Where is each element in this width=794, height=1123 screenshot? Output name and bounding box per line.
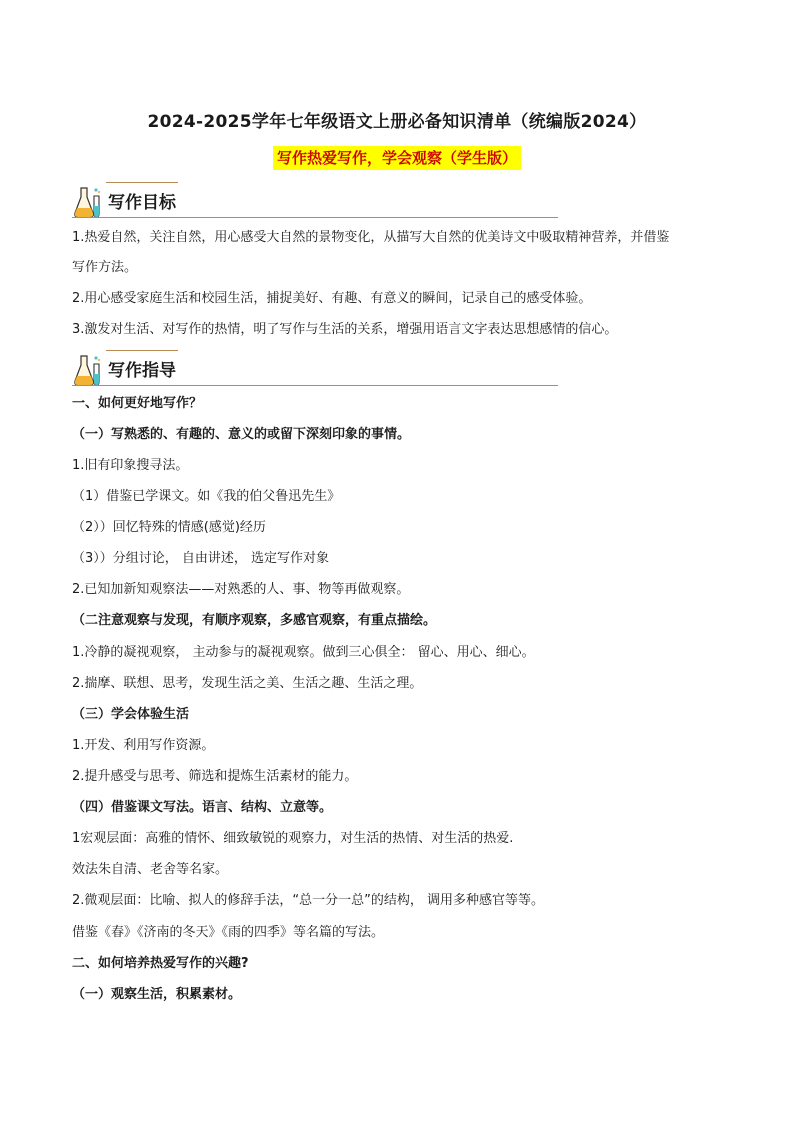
header-top-rule (106, 350, 178, 351)
guide-subheading: （一）观察生活，积累素材。 (72, 987, 242, 1002)
guide-subheading: （三）学会体验生活 (72, 707, 190, 722)
flask-icon (72, 184, 104, 220)
goal-line: 2.用心感受家庭生活和校园生活，捕捉美好、有趣、有意义的瞬间，记录自己的感受体验。 (72, 291, 592, 306)
document-title: 2024-2025学年七年级语文上册必备知识清单（统编版2024） (147, 112, 647, 132)
guide-line: （2））回忆特殊的情感(感觉)经历 (72, 520, 266, 535)
section-header-guide (72, 350, 558, 390)
document-subtitle: 写作热爱写作，学会观察（学生版） (273, 146, 521, 170)
goal-line: 1.热爱自然，关注自然，用心感受大自然的景物变化，从描写大自然的优美诗文中吸取精神营养，并借鉴 (72, 230, 670, 245)
guide-subheading: （四）借鉴课文写法。语言、结构、立意等。 (72, 800, 333, 815)
guide-subheading: （二注意观察与发现，有顺序观察，多感官观察，有重点描绘。 (72, 613, 437, 628)
guide-heading: 一、如何更好地写作？ (72, 396, 203, 411)
section-title: 写作指导 (108, 361, 176, 381)
guide-line: 1宏观层面：高雅的情怀、细致敏锐的观察力，对生活的热情、对生活的热爱. (72, 831, 514, 846)
guide-subheading: （一）写熟悉的、有趣的、意义的或留下深刻印象的事情。 (72, 427, 411, 442)
guide-line: 效法朱自清、老舍等名家。 (72, 862, 229, 877)
guide-line: 2.微观层面：比喻、拟人的修辞手法，“总一分一总”的结构， 调用多种感官等等。 (72, 893, 545, 908)
header-top-rule (106, 182, 178, 183)
header-bottom-rule (72, 217, 558, 218)
guide-line: （1）借鉴已学课文。如《我的伯父鲁迅先生》 (72, 489, 341, 504)
guide-line: 1.冷静的凝视观察， 主动参与的凝视观察。做到三心俱全： 留心、用心、细心。 (72, 645, 535, 660)
subtitle-wrap (0, 146, 794, 170)
section-header-goals (72, 182, 558, 222)
flask-icon (72, 352, 104, 388)
guide-heading: 二、如何培养热爱写作的兴趣? (72, 956, 249, 971)
goal-line: 3.激发对生活、对写作的热情，明了写作与生活的关系，增强用语言文字表达思想感情的信心。 (72, 322, 618, 337)
goal-line: 写作方法。 (72, 260, 138, 275)
guide-line: （3））分组讨论， 自由讲述， 选定写作对象 (72, 551, 330, 566)
guide-line: 2.揣摩、联想、思考，发现生活之美、生活之趣、生活之理。 (72, 676, 423, 691)
header-bottom-rule (72, 385, 558, 386)
guide-line: 1.旧有印象搜寻法。 (72, 458, 189, 473)
guide-line: 借鉴《春》《济南的冬天》《雨的四季》等名篇的写法。 (72, 925, 385, 940)
guide-line: 2.已知加新知观察法——对熟悉的人、事、物等再做观察。 (72, 582, 410, 597)
guide-line: 1.开发、利用写作资源。 (72, 738, 215, 753)
guide-line: 2.提升感受与思考、筛选和提炼生活素材的能力。 (72, 769, 358, 784)
section-title: 写作目标 (108, 193, 176, 213)
